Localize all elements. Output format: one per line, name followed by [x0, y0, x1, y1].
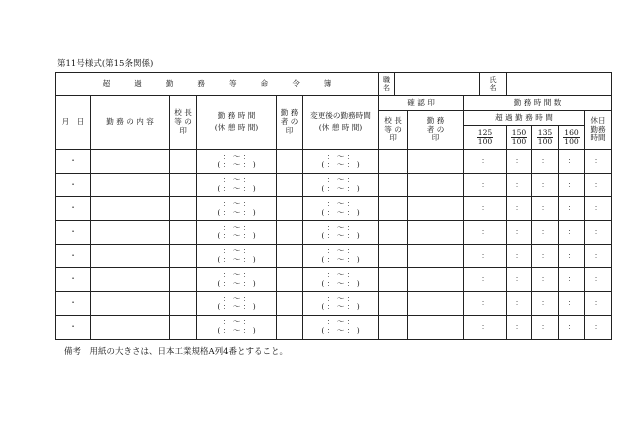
- changed-time-cell[interactable]: [303, 173, 379, 197]
- time-range: ： 〜 ：: [326, 317, 355, 327]
- confirm-worker-seal-cell[interactable]: [408, 197, 464, 221]
- date-cell[interactable]: ・: [56, 150, 91, 174]
- work-time-cell[interactable]: [197, 221, 277, 245]
- ledger-row: [56, 244, 612, 268]
- ledger-row: [56, 150, 612, 174]
- holiday-hours-cell[interactable]: ：: [585, 150, 612, 174]
- changed-time-cell[interactable]: [303, 292, 379, 316]
- holiday-hours-header: 休日 勤務 時間: [585, 111, 612, 150]
- work-content-header: 勤 務 の 内 容: [91, 96, 170, 150]
- confirm-worker-header: 勤 務 者 の 印: [408, 111, 464, 150]
- hours-count-header: 勤 務 時 間 数: [464, 96, 612, 111]
- ledger-title: [56, 73, 379, 96]
- changed-time-cell[interactable]: [303, 268, 379, 292]
- hours-125-cell[interactable]: ：: [464, 315, 507, 339]
- work-content-cell[interactable]: [91, 197, 170, 221]
- date-cell[interactable]: ・: [56, 197, 91, 221]
- work-time-cell[interactable]: [197, 244, 277, 268]
- break-range: ( ： 〜 ： ): [321, 184, 360, 194]
- title-char: 超: [102, 78, 111, 88]
- holiday-hours-cell[interactable]: ：: [585, 221, 612, 245]
- ledger-row: [56, 268, 612, 292]
- changed-time-header: 変更後の勤務時間 (休 憩 時 間): [303, 96, 379, 150]
- break-range: ( ： 〜 ： ): [217, 302, 256, 312]
- work-time-cell[interactable]: [197, 292, 277, 316]
- holiday-hours-cell[interactable]: ：: [585, 197, 612, 221]
- break-range: ( ： 〜 ： ): [217, 207, 256, 217]
- month-day-header: 月 日: [56, 96, 91, 150]
- break-range: ( ： 〜 ： ): [321, 326, 360, 336]
- work-content-cell[interactable]: [91, 315, 170, 339]
- hours-135-cell[interactable]: ：: [532, 244, 559, 268]
- hours-160-cell[interactable]: ：: [559, 150, 585, 174]
- time-range: ： 〜 ：: [222, 246, 251, 256]
- confirm-worker-seal-cell[interactable]: [408, 292, 464, 316]
- break-range: ( ： 〜 ： ): [217, 278, 256, 288]
- title-char: 命: [260, 78, 269, 88]
- holiday-hours-cell[interactable]: ：: [585, 292, 612, 316]
- time-range: ： 〜 ：: [326, 246, 355, 256]
- hours-160-cell[interactable]: ：: [559, 221, 585, 245]
- time-range: ： 〜 ：: [326, 151, 355, 161]
- hours-150-cell[interactable]: ：: [507, 315, 532, 339]
- title-char: 等: [229, 78, 237, 88]
- confirm-principal-seal-cell[interactable]: [379, 292, 408, 316]
- holiday-hours-cell[interactable]: ：: [585, 268, 612, 292]
- break-range: ( ： 〜 ： ): [217, 231, 256, 241]
- work-time-cell[interactable]: [197, 268, 277, 292]
- confirm-worker-seal-cell[interactable]: [408, 221, 464, 245]
- name-label: 氏 名: [480, 73, 507, 96]
- hours-150-cell[interactable]: ：: [507, 150, 532, 174]
- confirm-principal-seal-cell[interactable]: [379, 150, 408, 174]
- confirm-worker-seal-cell[interactable]: [408, 173, 464, 197]
- time-range: ： 〜 ：: [222, 151, 251, 161]
- hours-125-cell[interactable]: ：: [464, 292, 507, 316]
- rate-125-header: $\frac{125}{100}$: [464, 126, 507, 150]
- work-content-cell[interactable]: [91, 173, 170, 197]
- ledger-row: [56, 173, 612, 197]
- hours-150-cell[interactable]: ：: [507, 268, 532, 292]
- title-char: 勤: [165, 78, 174, 88]
- principal-seal-header: 校 長 等 の 印: [170, 96, 197, 150]
- hours-135-cell[interactable]: ：: [532, 221, 559, 245]
- time-range: ： 〜 ：: [326, 175, 355, 185]
- confirm-worker-seal-cell[interactable]: [408, 268, 464, 292]
- title-char: 簿: [323, 78, 332, 88]
- date-cell[interactable]: ・: [56, 173, 91, 197]
- hours-150-cell[interactable]: ：: [507, 173, 532, 197]
- time-range: ： 〜 ：: [222, 222, 251, 232]
- work-time-cell[interactable]: [197, 150, 277, 174]
- principal-seal-cell[interactable]: [170, 268, 197, 292]
- hours-125-cell[interactable]: ：: [464, 268, 507, 292]
- confirm-principal-seal-cell[interactable]: [379, 244, 408, 268]
- confirm-principal-seal-cell[interactable]: [379, 221, 408, 245]
- holiday-hours-cell[interactable]: ：: [585, 244, 612, 268]
- worker-seal-cell[interactable]: [277, 315, 303, 339]
- work-content-cell[interactable]: [91, 150, 170, 174]
- hours-160-cell[interactable]: ：: [559, 173, 585, 197]
- date-cell[interactable]: ・: [56, 268, 91, 292]
- worker-seal-cell[interactable]: [277, 244, 303, 268]
- hours-125-cell[interactable]: ：: [464, 221, 507, 245]
- work-content-cell[interactable]: [91, 221, 170, 245]
- hours-135-cell[interactable]: ：: [532, 173, 559, 197]
- date-cell[interactable]: ・: [56, 244, 91, 268]
- hours-125-cell[interactable]: ：: [464, 197, 507, 221]
- title-char: 過: [134, 78, 142, 88]
- work-content-cell[interactable]: [91, 244, 170, 268]
- hours-125-cell[interactable]: ：: [464, 244, 507, 268]
- ledger-row: [56, 221, 612, 245]
- holiday-hours-cell[interactable]: ：: [585, 173, 612, 197]
- hours-160-cell[interactable]: ：: [559, 244, 585, 268]
- hours-160-cell[interactable]: ：: [559, 268, 585, 292]
- overtime-hours-header: 超 過 勤 務 時 間: [464, 111, 585, 126]
- work-time-cell[interactable]: [197, 173, 277, 197]
- hours-160-cell[interactable]: ：: [559, 292, 585, 316]
- principal-seal-cell[interactable]: [170, 150, 197, 174]
- job-title-field[interactable]: [395, 73, 480, 96]
- time-range: ： 〜 ：: [222, 175, 251, 185]
- confirm-principal-seal-cell[interactable]: [379, 173, 408, 197]
- principal-seal-cell[interactable]: [170, 221, 197, 245]
- confirm-worker-seal-cell[interactable]: [408, 315, 464, 339]
- date-cell[interactable]: ・: [56, 315, 91, 339]
- principal-seal-cell[interactable]: [170, 173, 197, 197]
- time-range: ： 〜 ：: [222, 199, 251, 208]
- break-range: ( ： 〜 ： ): [217, 255, 256, 265]
- hours-135-cell[interactable]: ：: [532, 292, 559, 316]
- job-title-label: 職 名: [379, 73, 395, 96]
- break-range: ( ： 〜 ： ): [321, 207, 360, 217]
- hours-150-cell[interactable]: ：: [507, 197, 532, 221]
- worker-seal-cell[interactable]: [277, 150, 303, 174]
- confirm-principal-header: 校 長 等 の 印: [379, 111, 408, 150]
- ledger-row: [56, 197, 612, 221]
- changed-time-cell[interactable]: [303, 197, 379, 221]
- hours-125-cell[interactable]: ：: [464, 173, 507, 197]
- time-range: ： 〜 ：: [222, 317, 251, 327]
- break-range: ( ： 〜 ： ): [321, 278, 360, 288]
- changed-time-cell[interactable]: [303, 150, 379, 174]
- hours-125-cell[interactable]: ：: [464, 150, 507, 174]
- principal-seal-cell[interactable]: [170, 315, 197, 339]
- break-range: ( ： 〜 ： ): [321, 160, 360, 170]
- time-range: ： 〜 ：: [326, 199, 355, 208]
- overtime-order-ledger-table: [55, 72, 612, 340]
- time-range: ： 〜 ：: [222, 293, 251, 303]
- time-range: ： 〜 ：: [326, 293, 355, 303]
- time-range: ： 〜 ：: [326, 270, 355, 280]
- ledger-row: [56, 292, 612, 316]
- confirm-principal-seal-cell[interactable]: [379, 315, 408, 339]
- principal-seal-cell[interactable]: [170, 292, 197, 316]
- principal-seal-cell[interactable]: [170, 244, 197, 268]
- break-range: ( ： 〜 ： ): [217, 326, 256, 336]
- hours-160-cell[interactable]: ：: [559, 197, 585, 221]
- work-content-cell[interactable]: [91, 268, 170, 292]
- confirm-worker-seal-cell[interactable]: [408, 244, 464, 268]
- time-range: ： 〜 ：: [326, 222, 355, 232]
- hours-150-cell[interactable]: ：: [507, 244, 532, 268]
- principal-seal-cell[interactable]: [170, 197, 197, 221]
- confirm-principal-seal-cell[interactable]: [379, 197, 408, 221]
- date-cell[interactable]: ・: [56, 292, 91, 316]
- hours-150-cell[interactable]: ：: [507, 221, 532, 245]
- changed-time-cell[interactable]: [303, 221, 379, 245]
- worker-seal-cell[interactable]: [277, 268, 303, 292]
- hours-150-cell[interactable]: ：: [507, 292, 532, 316]
- hours-135-cell[interactable]: ：: [532, 315, 559, 339]
- rate-135-header: $\frac{135}{100}$: [532, 126, 559, 150]
- title-char: 務: [197, 78, 205, 88]
- time-range: ： 〜 ：: [222, 270, 251, 280]
- changed-time-cell[interactable]: [303, 315, 379, 339]
- title-char: 令: [292, 78, 300, 88]
- worker-seal-cell[interactable]: [277, 292, 303, 316]
- holiday-hours-cell[interactable]: ：: [585, 315, 612, 339]
- break-range: ( ： 〜 ： ): [217, 160, 256, 170]
- hours-160-cell[interactable]: ：: [559, 315, 585, 339]
- note: 備考 用紙の大きさは、日本工業規格A列4番とすること。: [64, 347, 289, 357]
- ledger-row: [56, 315, 612, 339]
- form-number: 第11号様式(第15条関係): [57, 59, 154, 69]
- worker-seal-cell[interactable]: [277, 197, 303, 221]
- work-time-cell[interactable]: [197, 315, 277, 339]
- rate-150-header: $\frac{150}{100}$: [507, 126, 532, 150]
- hours-135-cell[interactable]: ：: [532, 197, 559, 221]
- work-time-cell[interactable]: [197, 197, 277, 221]
- break-range: ( ： 〜 ： ): [321, 255, 360, 265]
- work-time-header: 勤 務 時 間 (休 憩 時 間): [197, 96, 277, 150]
- changed-time-cell[interactable]: [303, 244, 379, 268]
- hours-135-cell[interactable]: ：: [532, 150, 559, 174]
- confirm-seal-header: 確 認 印: [379, 96, 464, 111]
- worker-seal-cell[interactable]: [277, 221, 303, 245]
- break-range: ( ： 〜 ： ): [321, 231, 360, 241]
- worker-seal-header: 勤 務 者 の 印: [277, 96, 303, 150]
- confirm-worker-seal-cell[interactable]: [408, 150, 464, 174]
- rate-160-header: $\frac{160}{100}$: [559, 126, 585, 150]
- hours-135-cell[interactable]: ：: [532, 268, 559, 292]
- worker-seal-cell[interactable]: [277, 173, 303, 197]
- break-range: ( ： 〜 ： ): [217, 184, 256, 194]
- break-range: ( ： 〜 ： ): [321, 302, 360, 312]
- date-cell[interactable]: ・: [56, 221, 91, 245]
- confirm-principal-seal-cell[interactable]: [379, 268, 408, 292]
- name-field[interactable]: [507, 73, 612, 96]
- work-content-cell[interactable]: [91, 292, 170, 316]
